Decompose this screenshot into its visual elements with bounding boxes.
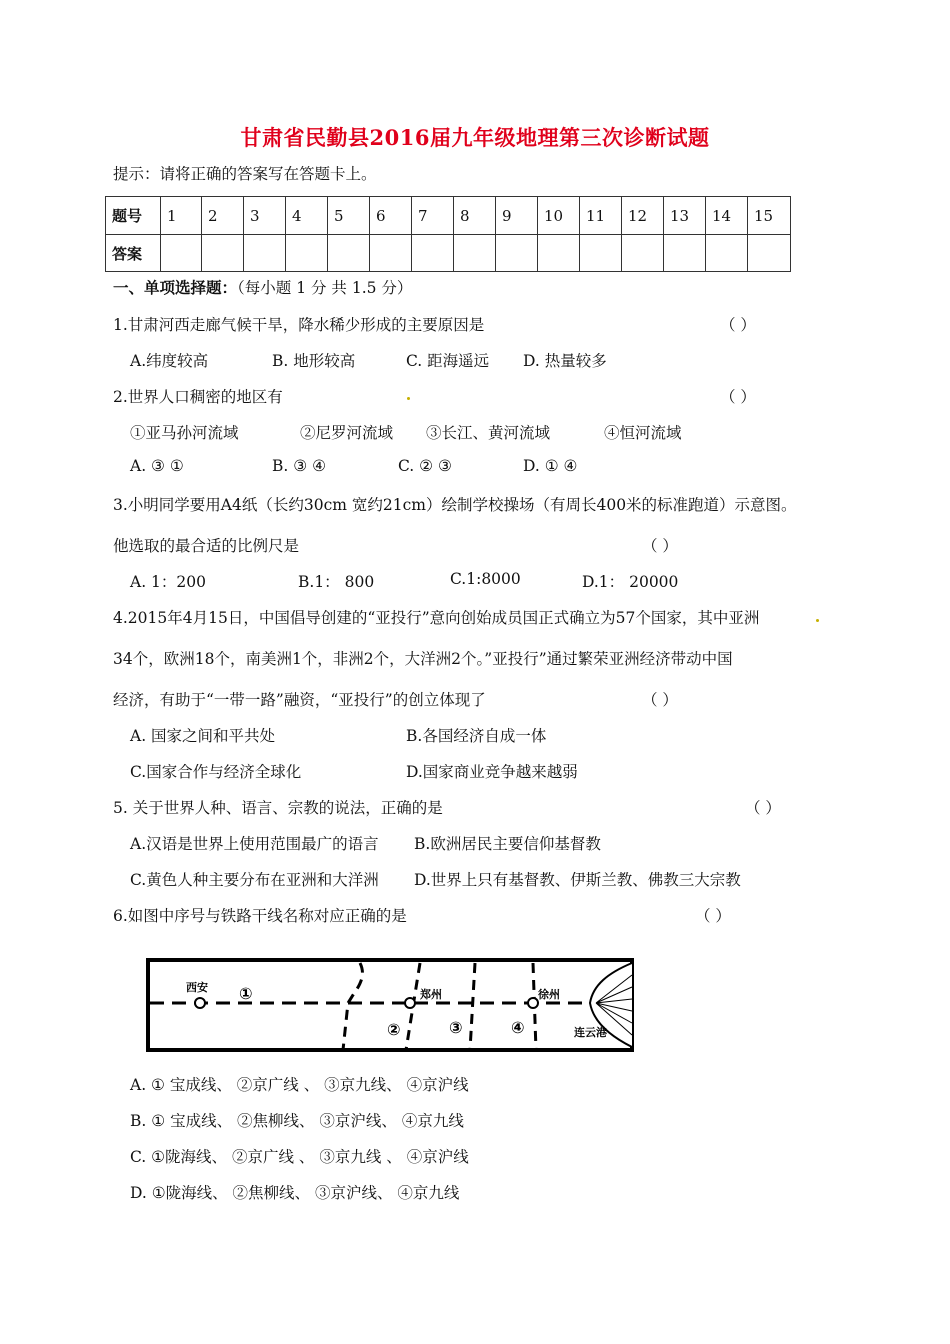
city-label-lianyungang: 连云港	[574, 1027, 607, 1039]
q6-option-a: A. ① 宝成线、 ②京广线 、 ③京九线、 ④京沪线	[130, 1076, 469, 1094]
section-title: 一、单项选择题：	[113, 278, 238, 297]
number-cell: 11	[580, 197, 622, 235]
answer-cell[interactable]	[664, 235, 706, 272]
number-cell: 12	[622, 197, 664, 235]
q5-stem: 5. 关于世界人种、语言、宗教的说法，正确的是	[113, 799, 443, 817]
answer-cell[interactable]	[202, 235, 244, 272]
q2-option-b: B. ③ ④	[272, 457, 326, 475]
page-title: 甘肃省民勤县2016届九年级地理第三次诊断试题	[240, 125, 710, 150]
answer-cell[interactable]	[244, 235, 286, 272]
number-cell: 13	[664, 197, 706, 235]
answer-table	[105, 196, 791, 272]
q6-option-b: B. ① 宝成线、 ②焦柳线、 ③京沪线、 ④京九线	[130, 1112, 464, 1130]
q1-option-b: B. 地形较高	[272, 352, 356, 370]
row-label-answer: 答案	[106, 235, 161, 272]
q4-option-a: A. 国家之间和平共处	[130, 727, 276, 745]
q2-option-c: C. ② ③	[398, 457, 452, 475]
q3-option-a: A. 1：200	[130, 573, 206, 591]
q5-answer-paren: （ ）	[745, 799, 781, 817]
city-label-zhengzhou: 郑州	[420, 989, 442, 1001]
section-note: （每小题 1 分 共 1.5 分）	[237, 279, 413, 297]
marker-2: ②	[387, 1022, 401, 1039]
q2-item-3: ③长江、黄河流域	[426, 424, 551, 442]
q5-option-a: A.汉语是世界上使用范围最广的语言	[130, 835, 379, 853]
q6-option-c: C. ①陇海线、 ②京广线 、 ③京九线 、 ④京沪线	[130, 1148, 469, 1166]
q5-option-b: B.欧洲居民主要信仰基督教	[414, 835, 601, 853]
answer-cell[interactable]	[496, 235, 538, 272]
number-cell: 5	[328, 197, 370, 235]
q6-answer-paren: （ ）	[695, 907, 731, 925]
number-cell: 14	[706, 197, 748, 235]
q3-answer-paren: （ ）	[642, 537, 678, 555]
q4-option-d: D.国家商业竞争越来越弱	[406, 763, 578, 781]
q3-option-b: B.1： 800	[298, 573, 375, 591]
number-cell: 7	[412, 197, 454, 235]
railway-map	[138, 955, 638, 1055]
q3-option-d: D.1： 20000	[582, 573, 679, 591]
q6-stem: 6.如图中序号与铁路干线名称对应正确的是	[113, 907, 407, 925]
row-label-number: 题号	[106, 197, 161, 235]
q1-option-c: C. 距海遥远	[406, 352, 490, 370]
q2-item-2: ②尼罗河流域	[300, 424, 394, 442]
city-label-xian: 西安	[186, 982, 208, 994]
q1-stem: 1.甘肃河西走廊气候干旱，降水稀少形成的主要原因是	[113, 316, 485, 334]
speck-mark	[407, 397, 410, 400]
section-heading	[113, 276, 412, 298]
q3-option-c: C.1:8000	[450, 570, 521, 588]
city-label-xuzhou: 徐州	[538, 989, 560, 1001]
q4-option-b: B.各国经济自成一体	[406, 727, 547, 745]
q2-option-a: A. ③ ①	[130, 457, 184, 475]
q2-answer-paren: （ ）	[720, 388, 756, 406]
q4-stem-line2: 34个，欧洲18个，南美洲1个，非洲2个，大洋洲2个。”亚投行”通过繁荣亚洲经济带动中国	[113, 650, 733, 668]
answer-table-answer-row	[106, 235, 791, 272]
q1-option-a: A.纬度较高	[130, 352, 209, 370]
q1-answer-paren: （ ）	[720, 316, 756, 334]
answer-cell[interactable]	[286, 235, 328, 272]
number-cell: 4	[286, 197, 328, 235]
q3-stem-line2: 他选取的最合适的比例尺是	[113, 537, 300, 555]
q3-stem-line1: 3.小明同学要用A4纸（长约30cm 宽约21cm）绘制学校操场（有周长400米的标准跑道）示意图。	[113, 496, 797, 514]
answer-cell[interactable]	[748, 235, 791, 272]
city-node-xuzhou	[528, 998, 538, 1008]
hint-text: 提示：请将正确的答案写在答题卡上。	[113, 165, 377, 183]
answer-cell[interactable]	[706, 235, 748, 272]
city-node-xian	[195, 998, 205, 1008]
rail-line-2	[343, 963, 362, 1050]
q2-option-d: D. ① ④	[523, 457, 578, 475]
q2-item-1: ①亚马孙河流域	[130, 424, 239, 442]
q4-option-c: C.国家合作与经济全球化	[130, 763, 302, 781]
q2-item-4: ④恒河流域	[604, 424, 682, 442]
marker-1: ①	[239, 986, 253, 1003]
q5-option-d: D.世界上只有基督教、伊斯兰教、佛教三大宗教	[414, 871, 741, 889]
q4-answer-paren: （ ）	[642, 691, 678, 709]
speck-mark	[816, 619, 819, 622]
answer-cell[interactable]	[161, 235, 202, 272]
rail-line-3	[470, 963, 475, 1050]
number-cell: 2	[202, 197, 244, 235]
marker-3: ③	[449, 1020, 463, 1037]
answer-cell[interactable]	[412, 235, 454, 272]
answer-cell[interactable]	[580, 235, 622, 272]
q6-option-d: D. ①陇海线、 ②焦柳线、 ③京沪线、 ④京九线	[130, 1184, 460, 1202]
answer-cell[interactable]	[538, 235, 580, 272]
q4-stem-line3: 经济，有助于“一带一路”融资，“亚投行”的创立体现了	[113, 691, 486, 709]
q2-stem: 2.世界人口稠密的地区有	[113, 388, 283, 406]
q4-stem-line1: 4.2015年4月15日，中国倡导创建的“亚投行”意向创始成员国正式确立为57个国家，其中亚洲	[113, 609, 760, 627]
number-cell: 10	[538, 197, 580, 235]
number-cell: 8	[454, 197, 496, 235]
number-cell: 1	[161, 197, 202, 235]
answer-cell[interactable]	[454, 235, 496, 272]
answer-cell[interactable]	[370, 235, 412, 272]
city-node-zhengzhou	[405, 998, 415, 1008]
answer-cell[interactable]	[622, 235, 664, 272]
answer-table-number-row	[106, 197, 791, 235]
number-cell: 3	[244, 197, 286, 235]
marker-4: ④	[511, 1020, 525, 1037]
number-cell: 9	[496, 197, 538, 235]
answer-cell[interactable]	[328, 235, 370, 272]
q1-option-d: D. 热量较多	[523, 352, 607, 370]
number-cell: 15	[748, 197, 791, 235]
q5-option-c: C.黄色人种主要分布在亚洲和大洋洲	[130, 871, 379, 889]
number-cell: 6	[370, 197, 412, 235]
